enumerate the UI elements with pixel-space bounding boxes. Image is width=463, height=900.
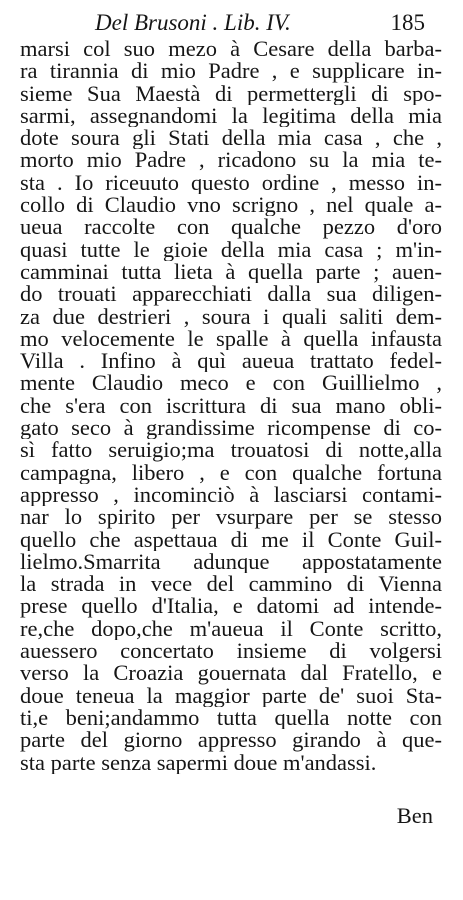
text-line: morto mio Padre , ricadono su la mia te- <box>20 149 442 172</box>
running-head: Del Brusoni . Lib. IV. <box>95 10 291 35</box>
text-line: collo di Claudio vno scrigno , nel quale a- <box>20 194 442 217</box>
text-line: Villa . Infino à quì aueua trattato fedel- <box>20 350 442 373</box>
page-number: 185 <box>390 10 425 35</box>
text-line: do trouati apparecchiati dalla sua diligen- <box>20 283 442 306</box>
text-line: lielmo.Smarrita adunque appostatamente <box>20 550 442 574</box>
text-line: sarmi, assegnandomi la legitima della mia <box>20 104 442 128</box>
body-text <box>20 38 442 774</box>
text-line: quasi tutte le gioie della mia casa ; m'in- <box>20 238 442 261</box>
text-line: marsi col suo mezo à Cesare della barba- <box>20 38 442 61</box>
text-line: auessero concertato insieme di volgersi <box>20 640 442 663</box>
text-line: ueua raccolte con qualche pezzo d'oro <box>20 216 442 239</box>
text-line: prese quello d'Italia, e datomi ad intende- <box>20 595 442 618</box>
text-line: doue teneua la maggior parte de' suoi Sta- <box>20 684 442 707</box>
text-line: parte del giorno appresso girando à que- <box>20 729 442 752</box>
text-line: appresso , incominciò à lasciarsi contami- <box>20 483 442 507</box>
text-line: re,che dopo,che m'aueua il Conte scritto, <box>20 617 442 641</box>
text-line: sì fatto seruigio;ma trouatosi di notte,alla <box>20 439 442 462</box>
text-line: mo velocemente le spalle à quella infausta <box>20 327 442 351</box>
text-line: ra tirannia di mio Padre , e supplicare in- <box>20 60 442 83</box>
text-line: dote soura gli Stati della mia casa , che , <box>20 127 442 150</box>
text-line: camminai tutta lieta à quella parte ; auen- <box>20 260 442 284</box>
catchword: Ben <box>396 803 433 828</box>
text-line: sieme Sua Maestà di permettergli di spo- <box>20 82 442 105</box>
text-line: nar lo spirito per vsurpare per se stesso <box>20 506 442 529</box>
text-line: campagna, libero , e con qualche fortuna <box>20 461 442 484</box>
text-line: quello che aspettaua di me il Conte Guil- <box>20 528 442 551</box>
text-line: za due destrieri , soura i quali saliti dem- <box>20 305 442 328</box>
text-line: gato seco à grandissime ricompense di co- <box>20 417 442 440</box>
text-line: la strada in vece del cammino di Vienna <box>20 573 442 596</box>
text-line: sta parte senza sapermi doue m'andassi. <box>20 751 377 774</box>
text-line: verso la Croazia gouernata dal Fratello, e <box>20 662 442 685</box>
text-line: ti,e beni;andammo tutta quella notte con <box>20 706 442 730</box>
text-line: che s'era con iscrittura di sua mano obli- <box>20 394 442 418</box>
text-line: mente Claudio meco e con Guillielmo , <box>20 372 442 395</box>
page-header <box>95 6 425 40</box>
text-line: sta . Io riceuuto questo ordine , messo in- <box>20 171 442 195</box>
